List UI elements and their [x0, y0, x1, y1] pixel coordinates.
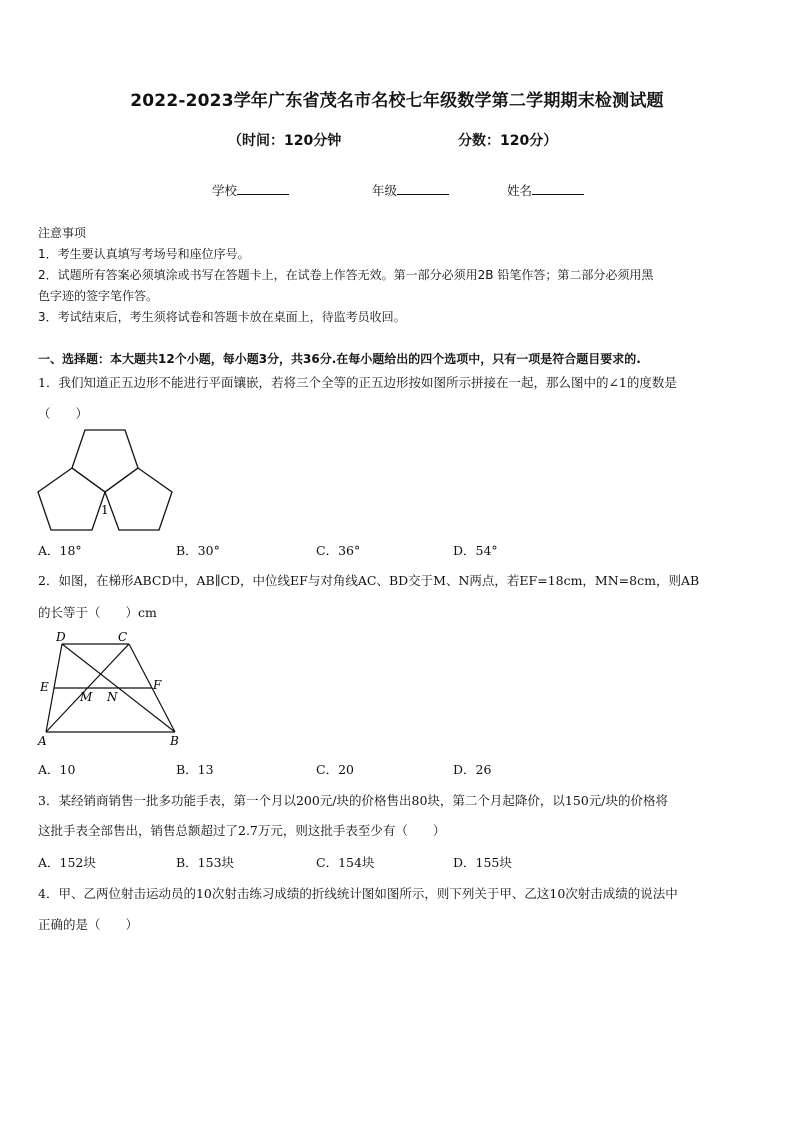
q3-option-c[interactable]: C．154块 — [316, 855, 375, 870]
section-heading: 一、选择题：本大题共12个小题，每小题3分，共36分.在每小题给出的四个选项中，只有一项是符合题目要求的. — [38, 352, 641, 366]
note-item: 3．考试结束后，考生须将试卷和答题卡放在桌面上，待监考员收回。 — [38, 310, 406, 324]
q1-option-a[interactable]: A．18° — [38, 543, 82, 558]
exam-time: （时间：120分钟 — [228, 133, 342, 149]
question-4-text-2: 正确的是（ ） — [38, 917, 139, 932]
pentagon-figure — [34, 426, 179, 536]
label-f: F — [153, 678, 162, 692]
note-item: 2．试题所有答案必须填涂或书写在答题卡上，在试卷上作答无效。第一部分必须用2B 铅笔作答；第二部分必须用黑 — [38, 268, 654, 282]
q2-option-a[interactable]: A．10 — [38, 762, 76, 777]
label-b: B — [170, 734, 179, 748]
q1-option-c[interactable]: C．36° — [316, 543, 361, 558]
question-1-text: 1．我们知道正五边形不能进行平面镶嵌，若将三个全等的正五边形按如图所示拼接在一起，那么图中的∠1的度数是 — [38, 375, 677, 390]
label-a: A — [38, 734, 47, 748]
school-blank[interactable] — [237, 182, 289, 195]
label-c: C — [118, 630, 128, 644]
label-e: E — [40, 680, 49, 694]
label-m: M — [80, 690, 93, 704]
q2-option-c[interactable]: C．20 — [316, 762, 354, 777]
page-title: 2022-2023学年广东省茂名市名校七年级数学第二学期期末检测试题 — [130, 91, 664, 111]
name-blank[interactable] — [532, 182, 584, 195]
pentagon-top — [72, 430, 138, 492]
question-2-text: 2．如图，在梯形ABCD中，AB∥CD，中位线EF与对角线AC、BD交于M、N两点，若EF=18cm，MN=8cm，则AB — [38, 573, 700, 588]
q2-option-d[interactable]: D．26 — [453, 762, 492, 777]
grade-field — [372, 181, 449, 199]
notes-heading: 注意事项 — [38, 226, 87, 240]
exam-score: 分数：120分） — [458, 133, 558, 149]
q1-option-d[interactable]: D．54° — [453, 543, 498, 558]
grade-label: 年级 — [372, 183, 398, 198]
question-4-text: 4．甲、乙两位射击运动员的10次射击练习成绩的折线统计图如图所示，则下列关于甲、乙这10次射击成绩的说法中 — [38, 886, 678, 901]
grade-blank[interactable] — [397, 182, 449, 195]
school-field — [212, 181, 289, 199]
label-n: N — [107, 690, 118, 704]
note-item: 色字迹的签字笔作答。 — [38, 289, 159, 303]
question-2-text-2: 的长等于（ ）cm — [38, 605, 157, 620]
q1-option-b[interactable]: B．30° — [176, 543, 220, 558]
note-item: 1．考生要认真填写考场号和座位序号。 — [38, 247, 250, 261]
question-3-text-2: 这批手表全部售出，销售总额超过了2.7万元，则这批手表至少有（ ） — [38, 823, 446, 838]
angle-1-label: 1 — [101, 503, 109, 517]
school-label: 学校 — [212, 183, 238, 198]
label-d: D — [56, 630, 66, 644]
q3-option-d[interactable]: D．155块 — [453, 855, 512, 870]
pentagon-right — [105, 468, 172, 530]
name-field — [507, 181, 584, 199]
question-3-text: 3．某经销商销售一批多功能手表，第一个月以200元/块的价格售出80块，第二个月起降价，以150元/块的价格将 — [38, 793, 669, 808]
trapezoid-figure — [34, 628, 184, 750]
pentagon-left — [38, 468, 105, 530]
q3-option-a[interactable]: A．152块 — [38, 855, 96, 870]
q2-option-b[interactable]: B．13 — [176, 762, 214, 777]
name-label: 姓名 — [507, 183, 533, 198]
question-1-paren: （ ） — [38, 406, 89, 421]
q3-option-b[interactable]: B．153块 — [176, 855, 235, 870]
